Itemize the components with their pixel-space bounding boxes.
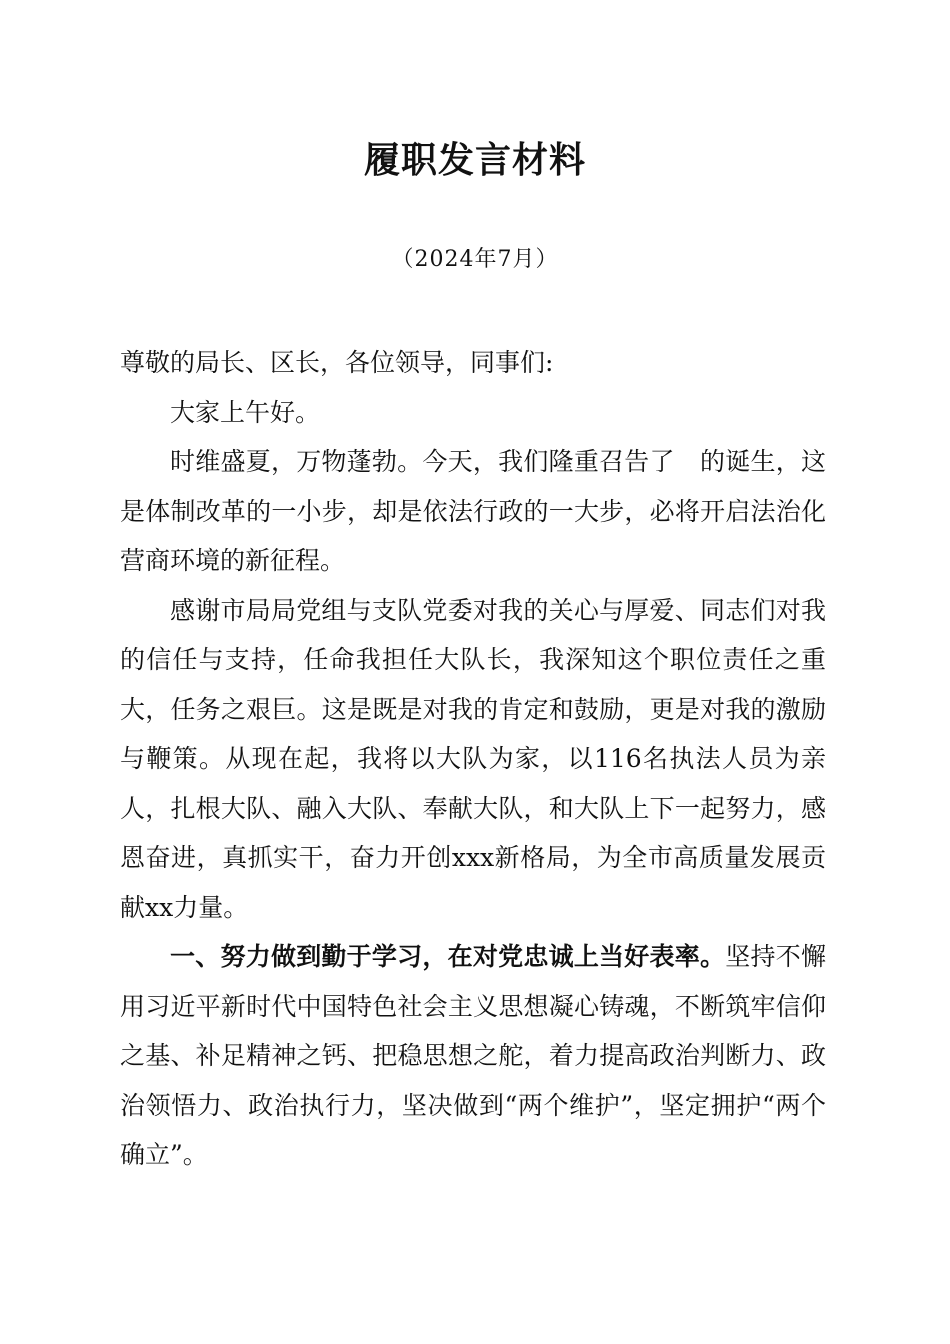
document-date: （2024年7月） (391, 247, 559, 272)
section-1-text: 坚持不懈用习近平新时代中国特色社会主义思想凝心铸魂，不断筑牢信仰之基、补足精神之钙、把稳思想之舵，着力提高政治判断力、政治领悟力、政治执行力，坚决做到“两个维护”，坚定拥护“两个确立”。 (120, 942, 826, 1169)
paragraph-thanks: 感谢市局局党组与支队党委对我的关心与厚爱、同志们对我的信任与支持，任命我担任大队长，我深知这个职位责任之重大，任务之艰巨。这是既是对我的肯定和鼓励，更是对我的激励与鞭策。从现在起，我将以大队为家，以116名执法人员为亲人，扎根大队、融入大队、奉献大队，和大队上下一起努力，感恩奋进，真抓实干，奋力开创xxx新格局，为全市高质量发展贡献xx力量。 (120, 595, 826, 922)
document-title: 履职发言材料 (363, 139, 586, 181)
document-body (120, 338, 826, 1180)
greeting: 大家上午好。 (170, 397, 321, 427)
paragraph-opening: 时维盛夏，万物蓬勃。今天，我们隆重召告了 的诞生，这是体制改革的一小步，却是依法行政的一大步，必将开启法治化营商环境的新征程。 (120, 447, 826, 575)
section-1-paragraph (120, 932, 826, 1180)
salutation: 尊敬的局长、区长，各位领导，同事们: (120, 348, 554, 377)
section-1-heading: 一、努力做到勤于学习，在对党忠诚上当好表率。 (170, 942, 726, 971)
